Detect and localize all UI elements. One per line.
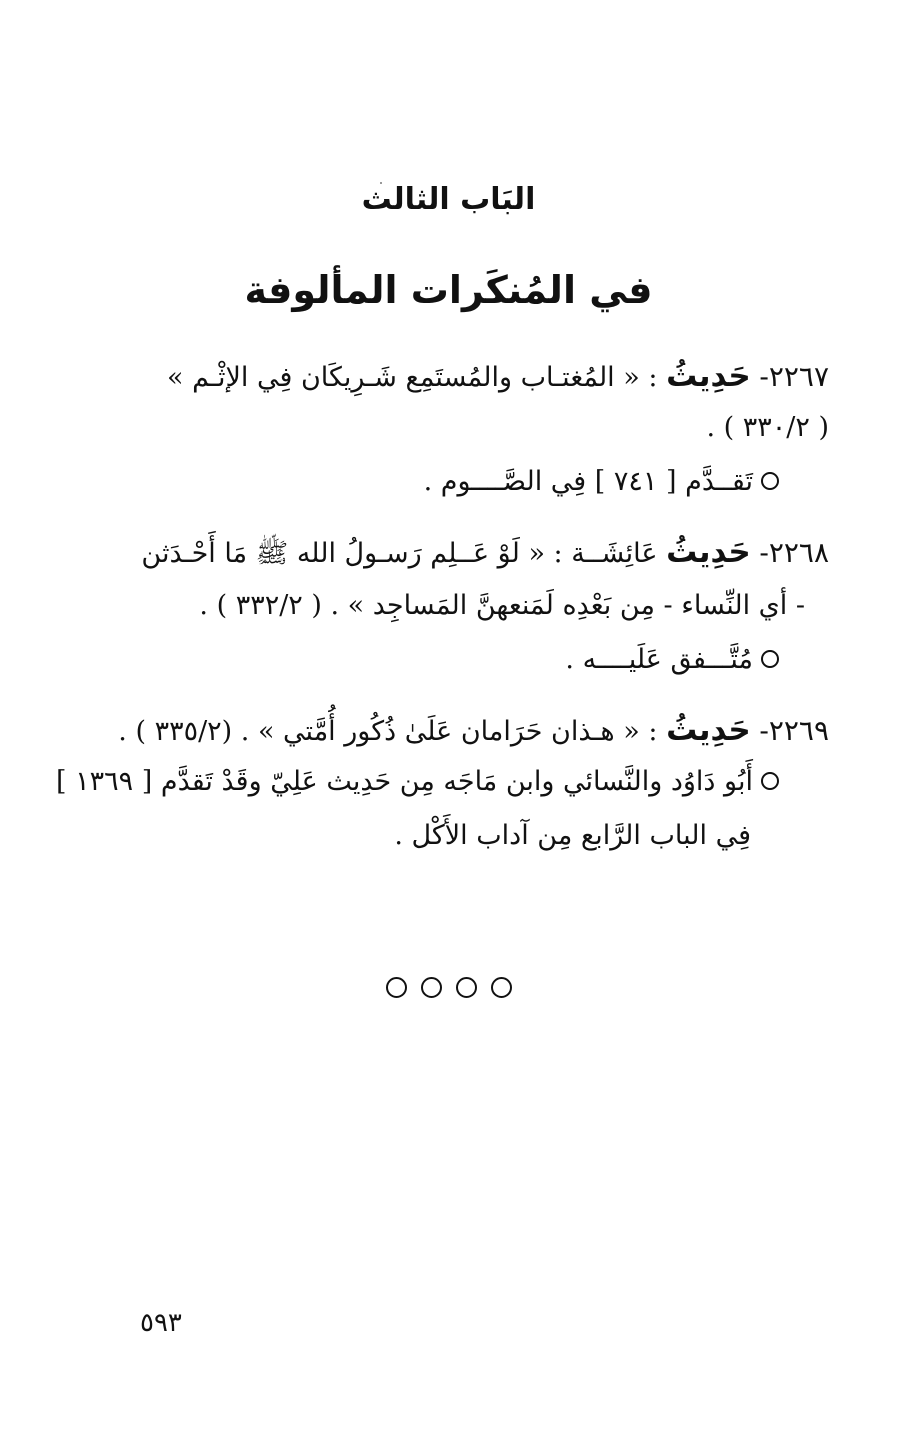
section-separator — [0, 977, 897, 998]
hadith-number: ٢٢٦٨- — [759, 536, 829, 569]
separator-circle-icon — [421, 977, 442, 998]
hadith-text: : « هـذان حَرَامان عَلَىٰ ذُكُور أُمَّتي » . (٣٣٥/٢ ) . — [118, 716, 658, 747]
hadith-2268-line1 — [118, 532, 829, 574]
section-title: في المُنكَرات المألوفة — [244, 268, 653, 312]
hadith-2269-line1 — [118, 710, 829, 752]
hadith-2268-line2 — [118, 586, 805, 626]
hadith-2269-note-line1 — [56, 762, 779, 802]
hadith-number: ٢٢٦٩- — [759, 714, 829, 747]
hadith-label: حَدِيثُ — [666, 358, 751, 394]
separator-circle-icon — [386, 977, 407, 998]
separator-circle-icon — [456, 977, 477, 998]
bullet-circle-icon — [761, 772, 779, 790]
separator-circle-icon — [491, 977, 512, 998]
hadith-2267-note — [118, 462, 779, 502]
page-number: ٥٩٣ — [140, 1308, 182, 1338]
bullet-circle-icon — [761, 472, 779, 490]
hadith-2269-note-line2 — [118, 816, 751, 856]
hadith-number: ٢٢٦٧- — [759, 360, 829, 393]
note-text: أَبُو دَاوُد والنَّسائي وابن مَاجَه مِن حَدِيث عَلِيّ وقَدْ تَقدَّم [ ١٣٦٩ ] — [56, 766, 753, 797]
note-text: مُتَّـــفق عَلَيــــه . — [565, 644, 753, 675]
hadith-text: : « المُغتـاب والمُستَمِع شَـرِيكَان فِي الإثْـم » — [166, 362, 658, 393]
hadith-text: عَائِشَــة : « لَوْ عَــلِم رَسـولُ الله ﷺ مَا أَحْـدَثن — [141, 538, 658, 569]
chapter-title: البَاب الثالث — [361, 182, 536, 217]
hadith-text-continued: - أي النِّساء - مِن بَعْدِه لَمَنعهنَّ المَساجِد » . ( ٣٣٢/٢ ) . — [199, 590, 805, 621]
hadith-2268-note — [118, 640, 779, 680]
hadith-reference: ( ٣٣٠/٢ ) . — [706, 412, 829, 443]
hadith-label: حَدِيثُ — [666, 712, 751, 748]
bullet-circle-icon — [761, 650, 779, 668]
note-text-continued: فِي الباب الرَّابع مِن آداب الأَكْل . — [394, 820, 751, 851]
hadith-label: حَدِيثُ — [666, 534, 751, 570]
hadith-2267-line2 — [118, 408, 829, 448]
note-text: تَقــدَّم [ ٧٤١ ] فِي الصَّــــوم . — [423, 466, 753, 497]
hadith-2267-line1 — [118, 356, 829, 398]
